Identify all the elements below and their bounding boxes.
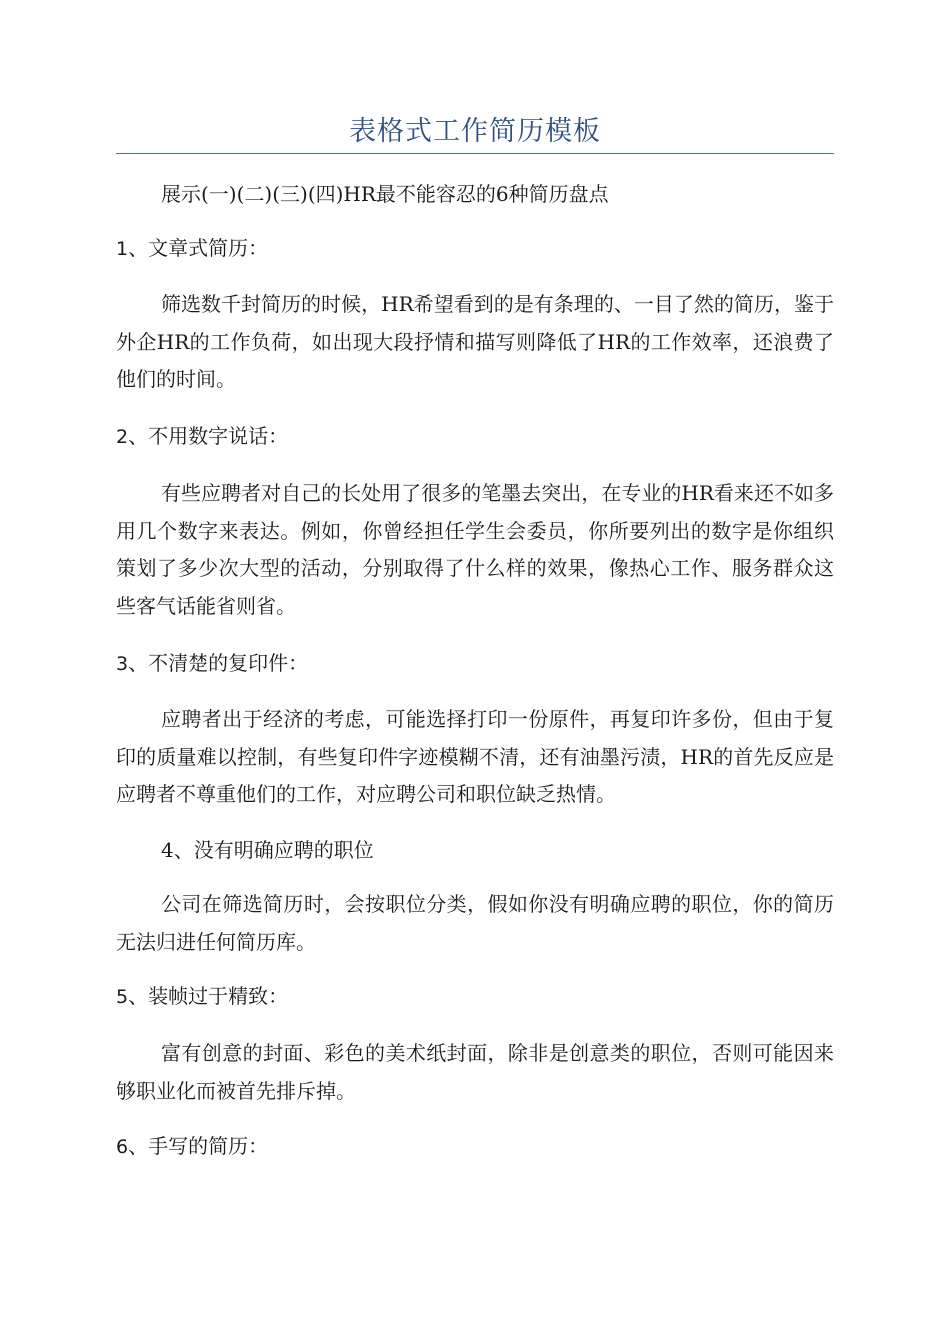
- section-5-number: 5: [116, 986, 129, 1008]
- section-3-heading: [116, 645, 834, 684]
- section-3-number: 3: [116, 653, 129, 675]
- section-2-heading: [116, 418, 834, 457]
- section-5-body: 富有创意的封面、彩色的美术纸封面，除非是创意类的职位，否则可能因来够职业化而被首先排斥掉。: [116, 1041, 834, 1103]
- section-1-heading: [116, 230, 834, 269]
- section-1-title: 、文章式简历：: [128, 236, 269, 260]
- intro-paragraph: 展示(一)(二)(三)(四)HR最不能容忍的6种简历盘点: [161, 182, 609, 206]
- section-4-body: 公司在筛选简历时，会按职位分类，假如你没有明确应聘的职位，你的简历无法归进任何简历库。: [116, 892, 834, 954]
- section-5-title: 、装帧过于精致：: [128, 984, 289, 1008]
- section-5-heading: [116, 978, 834, 1017]
- section-2-title: 、不用数字说话：: [128, 424, 289, 448]
- section-6-heading: [116, 1128, 834, 1167]
- section-4-heading: 4、没有明确应聘的职位: [161, 838, 374, 862]
- document-title: 表格式工作简历模板: [349, 116, 601, 147]
- title-underline: [116, 153, 834, 154]
- section-3-title: 、不清楚的复印件：: [128, 651, 309, 675]
- section-6-number: 6: [116, 1136, 129, 1158]
- section-1-body: 筛选数千封简历的时候，HR希望看到的是有条理的、一目了然的简历，鉴于外企HR的工作负荷，如出现大段抒情和描写则降低了HR的工作效率，还浪费了他们的时间。: [116, 292, 834, 391]
- section-2-number: 2: [116, 426, 129, 448]
- section-3-body: 应聘者出于经济的考虑，可能选择打印一份原件，再复印许多份，但由于复印的质量难以控制，有些复印件字迹模糊不清，还有油墨污渍，HR的首先反应是应聘者不尊重他们的工作，对应聘公司和职位缺乏热情。: [116, 707, 834, 806]
- section-2-body: 有些应聘者对自己的长处用了很多的笔墨去突出，在专业的HR看来还不如多用几个数字来表达。例如，你曾经担任学生会委员，你所要列出的数字是你组织策划了多少次大型的活动，分别取得了什么样的效果，像热心工作、服务群众这些客气话能省则省。: [116, 481, 834, 618]
- section-1-number: 1: [116, 238, 129, 260]
- section-6-title: 、手写的简历：: [128, 1134, 269, 1158]
